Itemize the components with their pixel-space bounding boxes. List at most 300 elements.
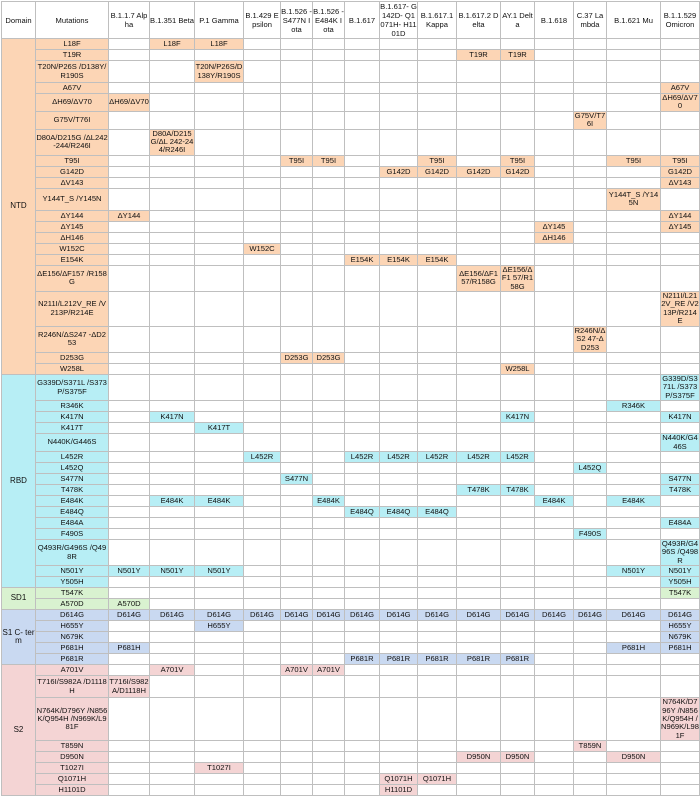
mutation-row xyxy=(2,363,700,374)
mutation-presence-cell: E484K xyxy=(313,495,345,506)
empty-cell xyxy=(150,484,195,495)
empty-cell xyxy=(574,484,607,495)
empty-cell xyxy=(109,166,150,177)
empty-cell xyxy=(109,785,150,796)
empty-cell xyxy=(109,495,150,506)
empty-cell xyxy=(281,61,313,83)
empty-cell xyxy=(281,210,313,221)
empty-cell xyxy=(418,621,457,632)
empty-cell xyxy=(109,621,150,632)
empty-cell xyxy=(380,221,418,232)
mutation-presence-cell: E484Q xyxy=(345,506,380,517)
mutation-row xyxy=(2,610,700,621)
empty-cell xyxy=(345,166,380,177)
empty-cell xyxy=(535,50,574,61)
empty-cell xyxy=(501,61,535,83)
empty-cell xyxy=(281,741,313,752)
empty-cell xyxy=(150,221,195,232)
mutation-presence-cell: D614G xyxy=(313,610,345,621)
empty-cell xyxy=(281,265,313,291)
empty-cell xyxy=(281,232,313,243)
empty-cell xyxy=(150,243,195,254)
empty-cell xyxy=(345,588,380,599)
empty-cell xyxy=(607,39,661,50)
mutation-name: A570D xyxy=(36,599,109,610)
empty-cell xyxy=(281,566,313,577)
empty-cell xyxy=(661,741,700,752)
empty-cell xyxy=(661,423,700,434)
empty-cell xyxy=(345,774,380,785)
empty-cell xyxy=(535,254,574,265)
empty-cell xyxy=(109,539,150,565)
empty-cell xyxy=(109,232,150,243)
empty-cell xyxy=(313,50,345,61)
empty-cell xyxy=(109,39,150,50)
empty-cell xyxy=(380,243,418,254)
mutation-name: T859N xyxy=(36,741,109,752)
empty-cell xyxy=(418,434,457,452)
empty-cell xyxy=(418,462,457,473)
empty-cell xyxy=(574,588,607,599)
empty-cell xyxy=(607,412,661,423)
mutation-presence-cell: P681R xyxy=(380,654,418,665)
empty-cell xyxy=(150,785,195,796)
mutation-name: T95I xyxy=(36,155,109,166)
empty-cell xyxy=(313,506,345,517)
empty-cell xyxy=(195,654,244,665)
mutation-presence-cell: ΔH69/ΔV70 xyxy=(662,93,698,111)
empty-cell xyxy=(535,643,574,654)
variant-header: B.1.617 xyxy=(345,2,380,39)
empty-cell xyxy=(607,741,661,752)
empty-cell xyxy=(313,654,345,665)
mutation-row xyxy=(2,517,700,528)
empty-cell xyxy=(380,577,418,588)
mutation-name: T19R xyxy=(36,50,109,61)
empty-cell xyxy=(150,599,195,610)
mutation-name: G142D xyxy=(36,166,109,177)
mutation-row xyxy=(2,451,700,462)
empty-cell xyxy=(418,632,457,643)
empty-cell xyxy=(574,166,607,177)
empty-cell xyxy=(244,50,281,61)
empty-cell xyxy=(574,517,607,528)
empty-cell xyxy=(574,61,607,83)
mutation-name: ΔH146 xyxy=(36,232,109,243)
mutation-presence-cell: W258L xyxy=(501,363,535,374)
empty-cell xyxy=(661,232,700,243)
empty-cell xyxy=(535,188,574,210)
empty-cell xyxy=(574,665,607,676)
empty-cell xyxy=(109,401,150,412)
empty-cell xyxy=(535,588,574,599)
empty-cell xyxy=(109,363,150,374)
mutation-row xyxy=(2,434,700,452)
mutation-presence-cell: H655Y xyxy=(661,621,700,632)
empty-cell xyxy=(501,39,535,50)
mutation-presence-cell: T95I xyxy=(661,155,700,166)
empty-cell xyxy=(661,129,700,155)
variant-header: B.1.621 Mu xyxy=(607,2,661,39)
empty-cell xyxy=(244,785,281,796)
variant-header: B.1.526 -S477N Iota xyxy=(281,2,313,39)
empty-cell xyxy=(457,129,501,155)
empty-cell xyxy=(313,94,345,112)
empty-cell xyxy=(281,363,313,374)
empty-cell xyxy=(457,188,501,210)
empty-cell xyxy=(535,577,574,588)
empty-cell xyxy=(244,401,281,412)
empty-cell xyxy=(501,763,535,774)
empty-cell xyxy=(195,752,244,763)
empty-cell xyxy=(281,177,313,188)
empty-cell xyxy=(607,698,661,741)
mutation-presence-cell: P681R xyxy=(501,654,535,665)
empty-cell xyxy=(501,698,535,741)
empty-cell xyxy=(661,326,700,352)
empty-cell xyxy=(457,517,501,528)
empty-cell xyxy=(380,484,418,495)
mutation-presence-cell: P681R xyxy=(457,654,501,665)
empty-cell xyxy=(457,94,501,112)
mutation-row xyxy=(2,94,700,112)
empty-cell xyxy=(457,232,501,243)
empty-cell xyxy=(244,412,281,423)
empty-cell xyxy=(345,577,380,588)
empty-cell xyxy=(574,292,607,327)
mutation-presence-cell: T95I xyxy=(313,155,345,166)
empty-cell xyxy=(345,61,380,83)
empty-cell xyxy=(380,566,418,577)
empty-cell xyxy=(501,232,535,243)
empty-cell xyxy=(244,155,281,166)
empty-cell xyxy=(661,363,700,374)
mutation-name: Y505H xyxy=(36,577,109,588)
empty-cell xyxy=(661,352,700,363)
mutation-name: K417T xyxy=(36,423,109,434)
mutation-name: R346K xyxy=(36,401,109,412)
empty-cell xyxy=(574,232,607,243)
mutation-presence-cell: D614G xyxy=(380,610,418,621)
empty-cell xyxy=(313,676,345,698)
empty-cell xyxy=(574,94,607,112)
empty-cell xyxy=(607,654,661,665)
empty-cell xyxy=(281,39,313,50)
empty-cell xyxy=(195,698,244,741)
empty-cell xyxy=(457,495,501,506)
mutations-header: Mutations xyxy=(36,2,109,39)
empty-cell xyxy=(150,61,195,83)
mutation-name: N501Y xyxy=(36,566,109,577)
variant-header: B.1.429 Epsilon xyxy=(244,2,281,39)
mutation-presence-cell: L18F xyxy=(150,39,195,50)
empty-cell xyxy=(195,254,244,265)
empty-cell xyxy=(574,473,607,484)
empty-cell xyxy=(313,83,345,94)
empty-cell xyxy=(109,517,150,528)
mutation-presence-cell: Y505H xyxy=(661,577,700,588)
empty-cell xyxy=(418,423,457,434)
empty-cell xyxy=(501,517,535,528)
empty-cell xyxy=(244,292,281,327)
empty-cell xyxy=(150,632,195,643)
empty-cell xyxy=(244,528,281,539)
empty-cell xyxy=(150,177,195,188)
empty-cell xyxy=(574,676,607,698)
empty-cell xyxy=(109,61,150,83)
empty-cell xyxy=(380,741,418,752)
mutation-presence-cell: T19R xyxy=(457,50,501,61)
empty-cell xyxy=(574,752,607,763)
empty-cell xyxy=(195,188,244,210)
empty-cell xyxy=(244,539,281,565)
empty-cell xyxy=(244,517,281,528)
empty-cell xyxy=(281,539,313,565)
mutation-name: F490S xyxy=(36,528,109,539)
empty-cell xyxy=(535,111,574,129)
empty-cell xyxy=(501,621,535,632)
empty-cell xyxy=(345,665,380,676)
empty-cell xyxy=(109,654,150,665)
empty-cell xyxy=(380,517,418,528)
empty-cell xyxy=(535,374,574,400)
empty-cell xyxy=(535,326,574,352)
empty-cell xyxy=(109,423,150,434)
empty-cell xyxy=(150,577,195,588)
empty-cell xyxy=(574,577,607,588)
mutation-name: T547K xyxy=(36,588,109,599)
empty-cell xyxy=(607,423,661,434)
mutation-name: E484K xyxy=(36,495,109,506)
mutation-name: S477N xyxy=(36,473,109,484)
empty-cell xyxy=(380,643,418,654)
mutation-presence-cell: G142D xyxy=(661,166,700,177)
empty-cell xyxy=(345,374,380,400)
empty-cell xyxy=(313,166,345,177)
empty-cell xyxy=(380,155,418,166)
mutation-name: ΔV143 xyxy=(36,177,109,188)
empty-cell xyxy=(195,83,244,94)
mutation-presence-cell: Q493R/G496S /Q498R xyxy=(661,539,699,565)
empty-cell xyxy=(661,665,700,676)
empty-cell xyxy=(457,292,501,327)
empty-cell xyxy=(244,254,281,265)
empty-cell xyxy=(661,774,700,785)
mutation-name: D80A/D215G /ΔL242-244/R246I xyxy=(36,129,109,155)
empty-cell xyxy=(150,166,195,177)
empty-cell xyxy=(281,129,313,155)
empty-cell xyxy=(457,363,501,374)
empty-cell xyxy=(313,232,345,243)
empty-cell xyxy=(574,643,607,654)
mutation-presence-cell: Q1071H xyxy=(418,774,457,785)
empty-cell xyxy=(457,763,501,774)
empty-cell xyxy=(244,188,281,210)
empty-cell xyxy=(457,599,501,610)
empty-cell xyxy=(150,517,195,528)
empty-cell xyxy=(535,785,574,796)
empty-cell xyxy=(501,221,535,232)
empty-cell xyxy=(501,423,535,434)
mutation-presence-cell: ΔY144 xyxy=(661,210,700,221)
mutation-name: D253G xyxy=(36,352,109,363)
empty-cell xyxy=(281,292,313,327)
mutation-name: E484A xyxy=(36,517,109,528)
empty-cell xyxy=(195,326,244,352)
empty-cell xyxy=(380,94,418,112)
empty-cell xyxy=(501,566,535,577)
empty-cell xyxy=(574,423,607,434)
empty-cell xyxy=(418,188,457,210)
mutation-name: E484Q xyxy=(36,506,109,517)
mutation-presence-cell: D253G xyxy=(281,352,313,363)
mutation-presence-cell: T1027I xyxy=(195,763,244,774)
empty-cell xyxy=(457,785,501,796)
mutation-row xyxy=(2,177,700,188)
empty-cell xyxy=(501,177,535,188)
empty-cell xyxy=(313,423,345,434)
empty-cell xyxy=(345,401,380,412)
empty-cell xyxy=(418,676,457,698)
empty-cell xyxy=(281,484,313,495)
mutation-presence-cell: L452R xyxy=(457,451,501,462)
mutation-name: K417N xyxy=(36,412,109,423)
empty-cell xyxy=(195,676,244,698)
empty-cell xyxy=(607,462,661,473)
empty-cell xyxy=(607,774,661,785)
mutation-row xyxy=(2,374,700,400)
empty-cell xyxy=(345,484,380,495)
empty-cell xyxy=(244,577,281,588)
mutation-presence-cell: K417N xyxy=(501,412,535,423)
empty-cell xyxy=(345,352,380,363)
mutation-presence-cell: P681R xyxy=(345,654,380,665)
empty-cell xyxy=(244,676,281,698)
empty-cell xyxy=(607,484,661,495)
empty-cell xyxy=(195,265,244,291)
empty-cell xyxy=(418,517,457,528)
empty-cell xyxy=(109,528,150,539)
empty-cell xyxy=(501,83,535,94)
mutation-presence-cell: E484Q xyxy=(418,506,457,517)
empty-cell xyxy=(281,221,313,232)
empty-cell xyxy=(535,210,574,221)
empty-cell xyxy=(607,363,661,374)
empty-cell xyxy=(418,177,457,188)
mutation-presence-cell: T95I xyxy=(607,155,661,166)
empty-cell xyxy=(535,412,574,423)
empty-cell xyxy=(313,517,345,528)
variant-header: B.1.617.2 Delta xyxy=(457,2,501,39)
empty-cell xyxy=(150,232,195,243)
empty-cell xyxy=(607,292,661,327)
empty-cell xyxy=(418,412,457,423)
variant-header: B.1.351 Beta xyxy=(150,2,195,39)
empty-cell xyxy=(380,473,418,484)
mutation-row xyxy=(2,473,700,484)
mutation-presence-cell: T20N/P26S/D 138Y/R190S xyxy=(195,61,244,83)
mutation-presence-cell: D614G xyxy=(535,610,574,621)
empty-cell xyxy=(195,473,244,484)
empty-cell xyxy=(313,61,345,83)
empty-cell xyxy=(195,221,244,232)
empty-cell xyxy=(457,665,501,676)
mutation-presence-cell: P681H xyxy=(109,643,150,654)
empty-cell xyxy=(501,188,535,210)
empty-cell xyxy=(345,473,380,484)
empty-cell xyxy=(535,462,574,473)
empty-cell xyxy=(380,434,418,452)
empty-cell xyxy=(574,352,607,363)
mutation-presence-cell: E154K xyxy=(345,254,380,265)
mutation-name: ΔY144 xyxy=(36,210,109,221)
empty-cell xyxy=(380,265,418,291)
empty-cell xyxy=(457,676,501,698)
empty-cell xyxy=(281,632,313,643)
variant-header: AY.1 Delta xyxy=(501,2,535,39)
empty-cell xyxy=(380,374,418,400)
empty-cell xyxy=(607,177,661,188)
empty-cell xyxy=(574,243,607,254)
empty-cell xyxy=(195,643,244,654)
empty-cell xyxy=(380,39,418,50)
empty-cell xyxy=(380,292,418,327)
empty-cell xyxy=(281,462,313,473)
empty-cell xyxy=(457,83,501,94)
empty-cell xyxy=(281,412,313,423)
empty-cell xyxy=(418,785,457,796)
empty-cell xyxy=(313,177,345,188)
domain-label: RBD xyxy=(2,374,36,587)
empty-cell xyxy=(150,111,195,129)
mutation-presence-cell: G339D/S371L /S373P/S375F xyxy=(662,374,698,400)
empty-cell xyxy=(607,473,661,484)
mutation-row xyxy=(2,221,700,232)
mutation-row xyxy=(2,599,700,610)
empty-cell xyxy=(345,232,380,243)
mutation-row xyxy=(2,155,700,166)
mutation-presence-cell: ΔY145 xyxy=(661,221,700,232)
empty-cell xyxy=(535,352,574,363)
empty-cell xyxy=(195,774,244,785)
empty-cell xyxy=(380,363,418,374)
empty-cell xyxy=(418,741,457,752)
empty-cell xyxy=(345,643,380,654)
mutation-name: D614G xyxy=(36,610,109,621)
mutation-row xyxy=(2,232,700,243)
mutation-presence-cell: R246N/ΔS2 47-ΔD253 xyxy=(574,326,606,352)
mutation-name: ΔH69/ΔV70 xyxy=(36,94,109,112)
empty-cell xyxy=(457,643,501,654)
empty-cell xyxy=(195,129,244,155)
empty-cell xyxy=(195,539,244,565)
empty-cell xyxy=(345,495,380,506)
empty-cell xyxy=(418,495,457,506)
empty-cell xyxy=(109,774,150,785)
empty-cell xyxy=(380,210,418,221)
mutation-row xyxy=(2,265,700,291)
empty-cell xyxy=(418,265,457,291)
mutation-row xyxy=(2,188,700,210)
empty-cell xyxy=(244,763,281,774)
empty-cell xyxy=(244,326,281,352)
mutation-presence-cell: ΔH146 xyxy=(535,232,574,243)
empty-cell xyxy=(313,434,345,452)
empty-cell xyxy=(661,785,700,796)
empty-cell xyxy=(150,50,195,61)
empty-cell xyxy=(244,621,281,632)
empty-cell xyxy=(574,632,607,643)
